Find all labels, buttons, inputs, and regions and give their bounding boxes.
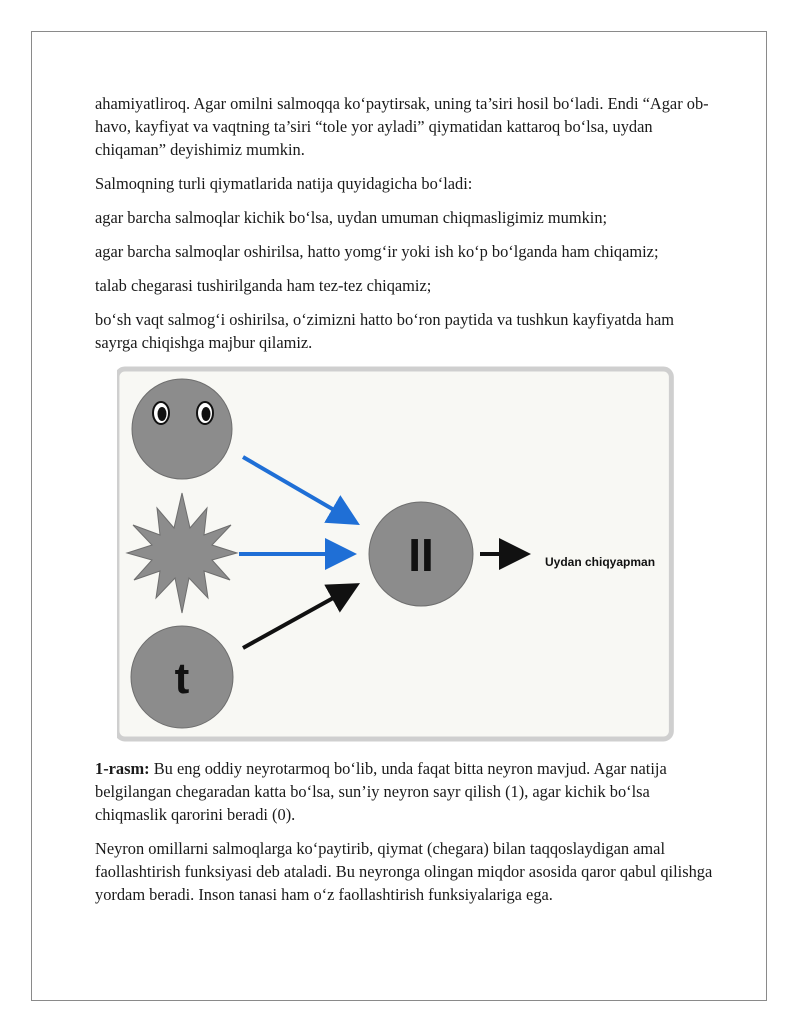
output-label: Uydan chiqyapman xyxy=(545,555,656,569)
paragraph-weights-intro: Salmoqning turli qiymatlarida natija quyidagicha bo‘ladi: xyxy=(95,174,473,193)
document-page xyxy=(31,31,767,1001)
paragraph-free-time-weight: bo‘sh vaqt salmog‘i oshirilsa, o‘zimizni hatto bo‘ron paytida va tushkun kayfiyatda ham sayrga chiqishga majbur qilamiz. xyxy=(95,310,675,352)
paragraph-lower-threshold: talab chegarasi tushirilganda ham tez-tez chiqamiz; xyxy=(95,276,432,295)
caption-text: Bu eng oddiy neyrotarmoq bo‘lib, unda faqat bitta neyron mavjud. Agar natija belgilangan chegaradan katta bo‘lsa, sun’iy neyron sayr qilish (1), agar kichik bo‘lsa chiqmaslik qarorini beradi (0). xyxy=(95,759,667,824)
paragraph-importance: ahamiyatliroq. Agar omilni salmoqqa ko‘paytirsak, uning ta’siri hosil bo‘ladi. Endi “Agar ob-havo, kayfiyat va vaqtning ta’siri “tole yor ayladi” qiymatidan kattaroq bo‘lsa, uydan chiqaman” deyishimiz mumkin. xyxy=(95,94,709,159)
paragraph-increased-weights: agar barcha salmoqlar oshirilsa, hatto yomg‘ir yoki ish ko‘p bo‘lganda ham chiqamiz; xyxy=(95,242,659,261)
neuron-symbol: II xyxy=(408,529,434,581)
neuron-node-icon xyxy=(369,502,473,606)
page-content xyxy=(95,92,720,917)
paragraph-activation-function: Neyron omillarni salmoqlarga ko‘paytirib, qiymat (chegara) bilan taqqoslaydigan amal faollashtirish funksiyasi deb ataladi. Bu neyronga olingan miqdor asosida qaror qabul qilishga yordam beradi. Inson tanasi ham o‘z faollashtirish funksiyalariga ega. xyxy=(95,839,713,904)
figure-caption xyxy=(95,757,720,826)
neuron-diagram xyxy=(117,365,677,745)
caption-label: 1-rasm: xyxy=(95,759,150,778)
time-node-icon xyxy=(131,626,233,728)
face-node-icon xyxy=(132,379,232,479)
paragraph-small-weights: agar barcha salmoqlar kichik bo‘lsa, uydan umuman chiqmasligimiz mumkin; xyxy=(95,208,608,227)
time-symbol: t xyxy=(174,654,190,703)
